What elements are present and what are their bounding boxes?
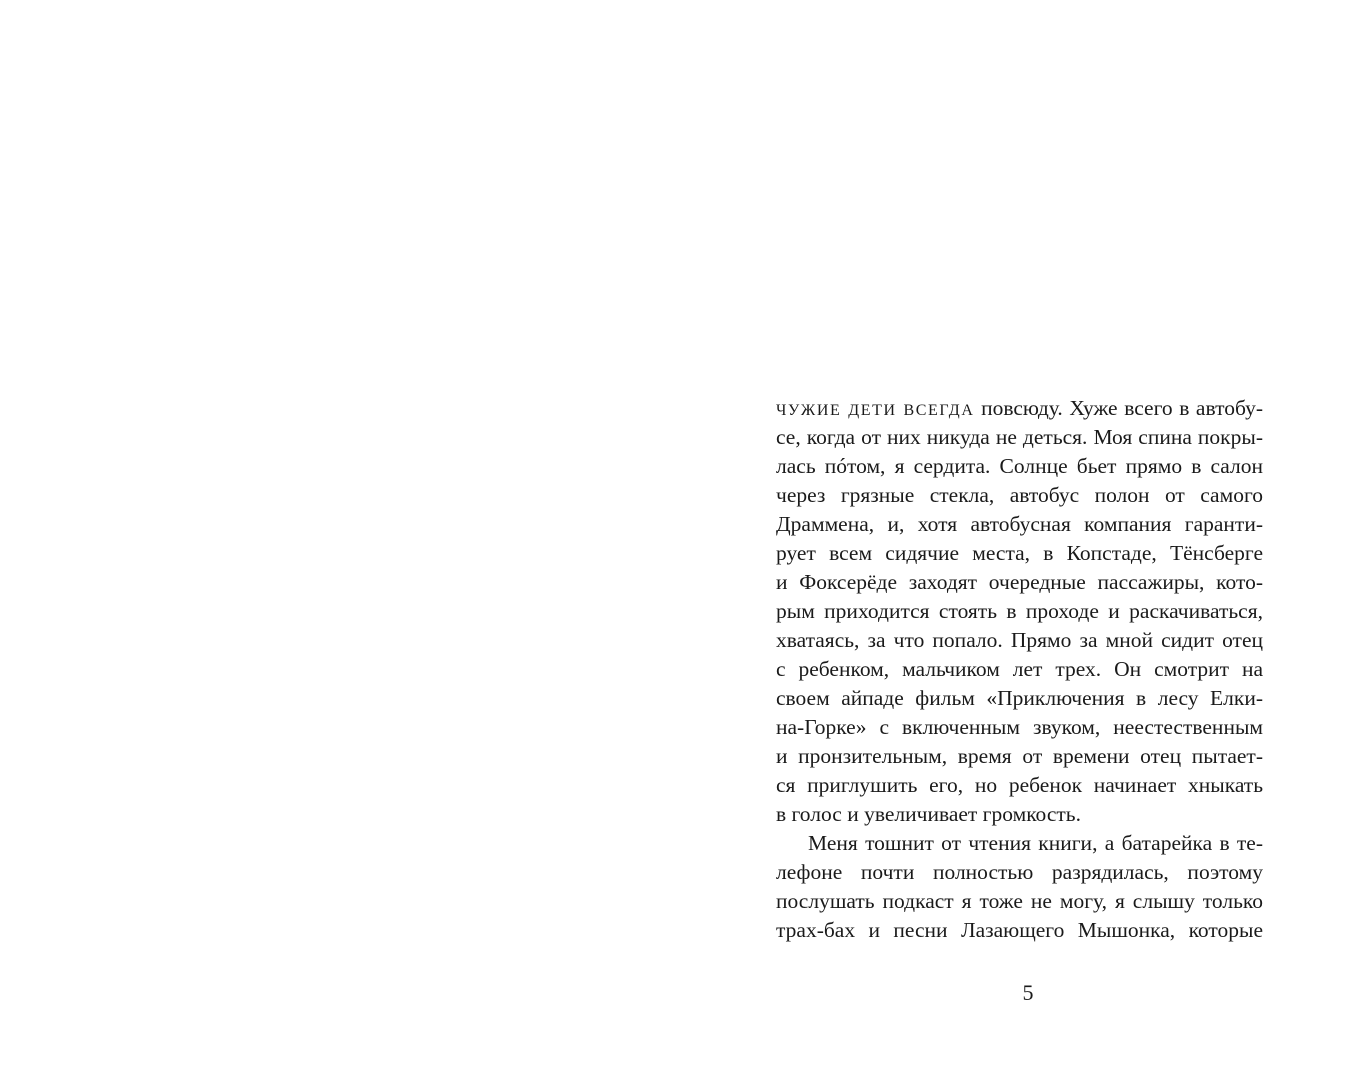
left-page-blank: [0, 0, 685, 1080]
right-page: [685, 0, 1371, 1080]
text-line-content: повсюду. Хуже всего в автобу-: [974, 396, 1263, 420]
body-text: [776, 394, 1263, 945]
text-line: рует всем сидячие места, в Копстаде, Тёнсберге: [776, 541, 1263, 565]
text-line: лась пóтом, я сердита. Солнце бьет прямо в салон: [776, 454, 1263, 478]
text-line: ся приглушить его, но ребенок начинает хныкать: [776, 773, 1263, 797]
text-line: Меня тошнит от чтения книги, а батарейка в те-: [808, 831, 1263, 855]
text-line: с ребенком, мальчиком лет трех. Он смотрит на: [776, 657, 1263, 681]
page-number-text: 5: [1022, 980, 1034, 1005]
text-line: на-Горке» с включенным звуком, неестественным: [776, 715, 1263, 739]
text-line: се, когда от них никуда не деться. Моя спина покры-: [776, 425, 1263, 449]
text-line: [776, 394, 1263, 423]
text-line: своем айпаде фильм «Приключения в лесу Елки-: [776, 686, 1263, 710]
text-line: рым приходится стоять в проходе и раскачиваться,: [776, 599, 1263, 623]
text-line: лефоне почти полностью разрядилась, поэтому: [776, 860, 1263, 884]
text-line: трах-бах и песни Лазающего Мышонка, которые: [776, 918, 1263, 942]
text-line: и пронзительным, время от времени отец пытает-: [776, 744, 1263, 768]
text-line: в голос и увеличивает громкость.: [776, 802, 1081, 826]
text-line: хватаясь, за что попало. Прямо за мной сидит отец: [776, 628, 1263, 652]
text-line: и Фоксерёде заходят очередные пассажиры, кото-: [776, 570, 1263, 594]
opening-smallcaps: ЧУЖИЕ ДЕТИ ВСЕГДА: [776, 402, 975, 419]
text-line: послушать подкаст я тоже не могу, я слышу только: [776, 889, 1263, 913]
page-number: [685, 979, 1371, 1007]
text-line: Драммена, и, хотя автобусная компания гаранти-: [776, 512, 1263, 536]
text-line: через грязные стекла, автобус полон от самого: [776, 483, 1263, 507]
